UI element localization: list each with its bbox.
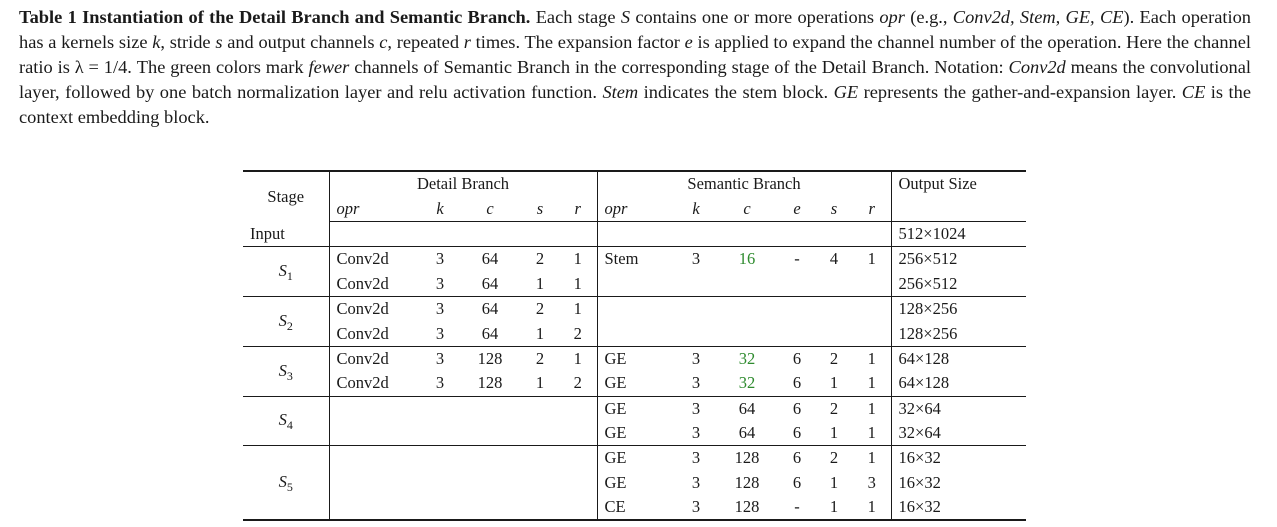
- header-semantic-branch: Semantic Branch: [597, 171, 891, 196]
- semantic-e-cell: [779, 296, 815, 321]
- detail-opr-cell: [329, 421, 421, 446]
- semantic-c-cell: 128: [734, 472, 760, 492]
- semantic-c-cell: 128: [715, 446, 779, 471]
- header-d-opr: opr: [329, 196, 421, 221]
- output-size-cell: 128×256: [898, 323, 958, 343]
- semantic-r-cell: 1: [853, 247, 891, 272]
- detail-opr-cell: Conv2d: [336, 323, 389, 343]
- detail-r-cell: 1: [559, 296, 597, 321]
- detail-s-cell: [521, 421, 559, 446]
- detail-k-cell: [421, 495, 459, 520]
- detail-k-cell: 3: [435, 373, 445, 393]
- detail-k-cell: 3: [421, 296, 459, 321]
- semantic-s-cell: 2: [815, 346, 853, 371]
- semantic-e-cell: -: [794, 249, 800, 269]
- detail-k-cell: 3: [421, 346, 459, 371]
- detail-r-cell: [559, 446, 597, 471]
- detail-s-cell: 1: [535, 373, 545, 393]
- caption-ops-example: Conv2d, Stem, GE, CE: [952, 7, 1124, 27]
- detail-s-cell: [521, 446, 559, 471]
- semantic-opr-cell: GE: [597, 346, 677, 371]
- table-row-input: [243, 221, 1026, 246]
- semantic-k-cell: 3: [677, 396, 715, 421]
- semantic-c-cell: 64: [738, 423, 756, 443]
- output-size-cell: 32×64: [898, 423, 941, 443]
- detail-opr-cell: [329, 495, 421, 520]
- detail-opr-cell: Conv2d: [329, 346, 421, 371]
- detail-c-cell: [459, 421, 521, 446]
- caption-text: ). Each operation has a kernels size: [19, 7, 1251, 52]
- detail-k-cell: [421, 446, 459, 471]
- semantic-opr-cell: [597, 321, 677, 346]
- caption-label: Table 1: [19, 7, 77, 27]
- caption-text: (e.g.,: [904, 7, 953, 27]
- semantic-c-cell: 16: [738, 249, 756, 269]
- semantic-r-cell: 1: [853, 421, 891, 446]
- semantic-opr-cell: GE: [597, 396, 677, 421]
- table-row: [243, 471, 1026, 495]
- table-row: [243, 495, 1026, 520]
- semantic-r-cell: 1: [853, 446, 891, 471]
- header-row-1: [243, 171, 1026, 196]
- table-row: [243, 446, 1026, 471]
- detail-s-cell: 2: [521, 296, 559, 321]
- semantic-s-cell: 2: [815, 396, 853, 421]
- semantic-opr-cell: [597, 296, 677, 321]
- semantic-k-cell: 3: [677, 346, 715, 371]
- output-size-cell: 16×32: [898, 472, 941, 492]
- output-size-cell: 64×128: [898, 373, 950, 393]
- caption-text: , repeated: [387, 32, 464, 52]
- semantic-c-cell: [715, 296, 779, 321]
- caption-fewer: fewer: [308, 57, 350, 77]
- detail-opr-cell: Conv2d: [336, 373, 389, 393]
- detail-k-cell: 3: [435, 249, 445, 269]
- stage-s1: $S_1$: [243, 247, 329, 297]
- output-size-cell: 256×512: [898, 249, 958, 269]
- semantic-s-cell: [815, 296, 853, 321]
- detail-c-cell: 64: [481, 273, 499, 293]
- semantic-e-cell: 6: [792, 472, 802, 492]
- detail-opr-cell: Conv2d: [329, 296, 421, 321]
- header-row-2: [243, 196, 1026, 221]
- detail-r-cell: [559, 495, 597, 520]
- semantic-opr-cell: CE: [604, 497, 626, 517]
- semantic-r-cell: 3: [853, 471, 891, 495]
- header-d-k: k: [421, 196, 459, 221]
- header-output-size: Output Size: [898, 174, 977, 194]
- semantic-e-cell: -: [794, 497, 800, 517]
- output-size-cell: 32×64: [891, 396, 1026, 421]
- semantic-s-cell: [815, 321, 853, 346]
- caption-text: is applied to expand the channel number of the operation. Here the channel ratio is λ = 1/4. The green colors mark: [19, 32, 1251, 77]
- semantic-s-cell: [815, 272, 853, 297]
- stage-s3: $S_3$: [243, 346, 329, 396]
- detail-s-cell: 1: [535, 323, 545, 343]
- caption-var-stride: s: [215, 32, 223, 52]
- caption-text: channels of Semantic Branch in the corresponding stage of the Detail Branch. Notation:: [349, 57, 1009, 77]
- caption-text: times. The expansion factor: [470, 32, 685, 52]
- caption-ce: CE: [1181, 82, 1206, 102]
- semantic-r-cell: 1: [853, 371, 891, 396]
- detail-r-cell: 2: [559, 321, 597, 346]
- header-s-k: k: [677, 196, 715, 221]
- header-s-c: c: [715, 196, 779, 221]
- header-s-e: e: [779, 196, 815, 221]
- semantic-e-cell: 6: [779, 346, 815, 371]
- semantic-e-cell: 6: [792, 423, 802, 443]
- detail-opr-cell: [329, 471, 421, 495]
- semantic-c-cell: 32: [715, 346, 779, 371]
- caption-text: contains one or more operations: [630, 7, 880, 27]
- detail-c-cell: 64: [459, 296, 521, 321]
- semantic-r-cell: [853, 321, 891, 346]
- detail-c-cell: [459, 471, 521, 495]
- semantic-s-cell: 2: [815, 446, 853, 471]
- detail-c-cell: 64: [481, 323, 499, 343]
- semantic-s-cell: 1: [829, 472, 839, 492]
- stage-s2: $S_2$: [243, 296, 329, 346]
- detail-c-cell: [459, 396, 521, 421]
- semantic-r-cell: 1: [853, 346, 891, 371]
- detail-r-cell: 1: [559, 247, 597, 272]
- detail-s-cell: [521, 495, 559, 520]
- detail-opr-cell: Conv2d: [336, 273, 389, 293]
- detail-r-cell: 2: [559, 371, 597, 396]
- detail-c-cell: 128: [477, 373, 503, 393]
- table-row: [243, 272, 1026, 297]
- table-caption: [19, 5, 1251, 130]
- semantic-s-cell: 1: [829, 423, 839, 443]
- caption-var-s: S: [620, 7, 631, 27]
- detail-r-cell: [559, 471, 597, 495]
- detail-c-cell: 64: [481, 249, 499, 269]
- semantic-opr-cell: GE: [604, 423, 627, 443]
- semantic-k-cell: 3: [691, 373, 701, 393]
- semantic-c-cell: 32: [738, 373, 756, 393]
- detail-k-cell: [421, 421, 459, 446]
- architecture-table: [243, 170, 1026, 521]
- semantic-r-cell: [853, 272, 891, 297]
- caption-var-k: k: [152, 32, 161, 52]
- detail-k-cell: 3: [435, 273, 445, 293]
- caption-text: is the context embedding block.: [19, 82, 1251, 127]
- caption-text: , stride: [160, 32, 216, 52]
- table-row: [243, 346, 1026, 371]
- caption-text: represents the gather-and-expansion layer.: [858, 82, 1182, 102]
- semantic-c-cell: [715, 272, 779, 297]
- detail-opr-cell: Conv2d: [336, 249, 389, 269]
- semantic-c-cell: 64: [715, 396, 779, 421]
- header-detail-branch: Detail Branch: [329, 171, 597, 196]
- semantic-c-cell: [715, 321, 779, 346]
- table-row: [243, 296, 1026, 321]
- semantic-e-cell: 6: [779, 446, 815, 471]
- header-s-opr: opr: [597, 196, 677, 221]
- detail-c-cell: [459, 446, 521, 471]
- output-size-cell: 16×32: [891, 446, 1026, 471]
- detail-k-cell: [421, 471, 459, 495]
- output-input: 512×1024: [891, 221, 1026, 246]
- semantic-k-cell: [677, 321, 715, 346]
- caption-var-e: e: [684, 32, 693, 52]
- stage-input: Input: [243, 221, 329, 246]
- caption-ge: GE: [833, 82, 859, 102]
- table-row: [243, 247, 1026, 272]
- caption-text: indicates the stem block.: [638, 82, 834, 102]
- table-row: [243, 371, 1026, 396]
- detail-c-cell: [459, 495, 521, 520]
- caption-title: Instantiation of the Detail Branch and Semantic Branch.: [82, 7, 531, 27]
- output-size-cell: 128×256: [891, 296, 1026, 321]
- detail-k-cell: [421, 396, 459, 421]
- caption-var-c: c: [379, 32, 388, 52]
- semantic-c-cell: 128: [734, 497, 760, 517]
- detail-k-cell: 3: [435, 323, 445, 343]
- semantic-k-cell: [677, 272, 715, 297]
- output-size-cell: 16×32: [898, 497, 941, 517]
- semantic-k-cell: 3: [691, 249, 701, 269]
- caption-text: means the convolutional layer, followed by one batch normalization layer and relu activation function.: [19, 57, 1251, 102]
- detail-s-cell: 2: [535, 249, 545, 269]
- caption-stem: Stem: [602, 82, 639, 102]
- detail-c-cell: 128: [459, 346, 521, 371]
- caption-var-opr: opr: [879, 7, 905, 27]
- semantic-e-cell: [779, 321, 815, 346]
- header-s-s: s: [815, 196, 853, 221]
- detail-s-cell: 2: [521, 346, 559, 371]
- semantic-k-cell: 3: [691, 472, 701, 492]
- detail-s-cell: 1: [535, 273, 545, 293]
- semantic-e-cell: [779, 272, 815, 297]
- caption-conv2d: Conv2d: [1008, 57, 1066, 77]
- semantic-opr-cell: [597, 272, 677, 297]
- semantic-s-cell: 4: [829, 249, 839, 269]
- detail-r-cell: 1: [559, 272, 597, 297]
- detail-r-cell: [559, 396, 597, 421]
- header-s-r: r: [853, 196, 891, 221]
- detail-s-cell: [521, 471, 559, 495]
- semantic-opr-cell: Stem: [604, 249, 639, 269]
- semantic-s-cell: 1: [829, 373, 839, 393]
- detail-s-cell: [521, 396, 559, 421]
- semantic-r-cell: 1: [853, 495, 891, 520]
- table-row: [243, 421, 1026, 446]
- stage-s4: $S_4$: [243, 396, 329, 446]
- semantic-k-cell: [677, 296, 715, 321]
- semantic-k-cell: 3: [691, 423, 701, 443]
- semantic-s-cell: 1: [829, 497, 839, 517]
- stage-s5: $S_5$: [243, 446, 329, 521]
- caption-text: Each stage: [535, 7, 621, 27]
- semantic-e-cell: 6: [779, 396, 815, 421]
- output-size-cell: 64×128: [891, 346, 1026, 371]
- caption-text: and output channels: [222, 32, 380, 52]
- semantic-k-cell: 3: [691, 497, 701, 517]
- semantic-r-cell: [853, 296, 891, 321]
- semantic-e-cell: 6: [792, 373, 802, 393]
- header-d-r: r: [559, 196, 597, 221]
- semantic-opr-cell: GE: [604, 373, 627, 393]
- header-d-c: c: [459, 196, 521, 221]
- detail-opr-cell: [329, 396, 421, 421]
- table-row: [243, 321, 1026, 346]
- semantic-k-cell: 3: [677, 446, 715, 471]
- semantic-r-cell: 1: [853, 396, 891, 421]
- semantic-opr-cell: GE: [604, 472, 627, 492]
- output-size-cell: 256×512: [898, 273, 958, 293]
- detail-opr-cell: [329, 446, 421, 471]
- caption-var-r: r: [463, 32, 471, 52]
- detail-r-cell: 1: [559, 346, 597, 371]
- detail-r-cell: [559, 421, 597, 446]
- table-row: [243, 396, 1026, 421]
- header-d-s: s: [521, 196, 559, 221]
- header-stage: Stage: [243, 171, 329, 221]
- semantic-opr-cell: GE: [597, 446, 677, 471]
